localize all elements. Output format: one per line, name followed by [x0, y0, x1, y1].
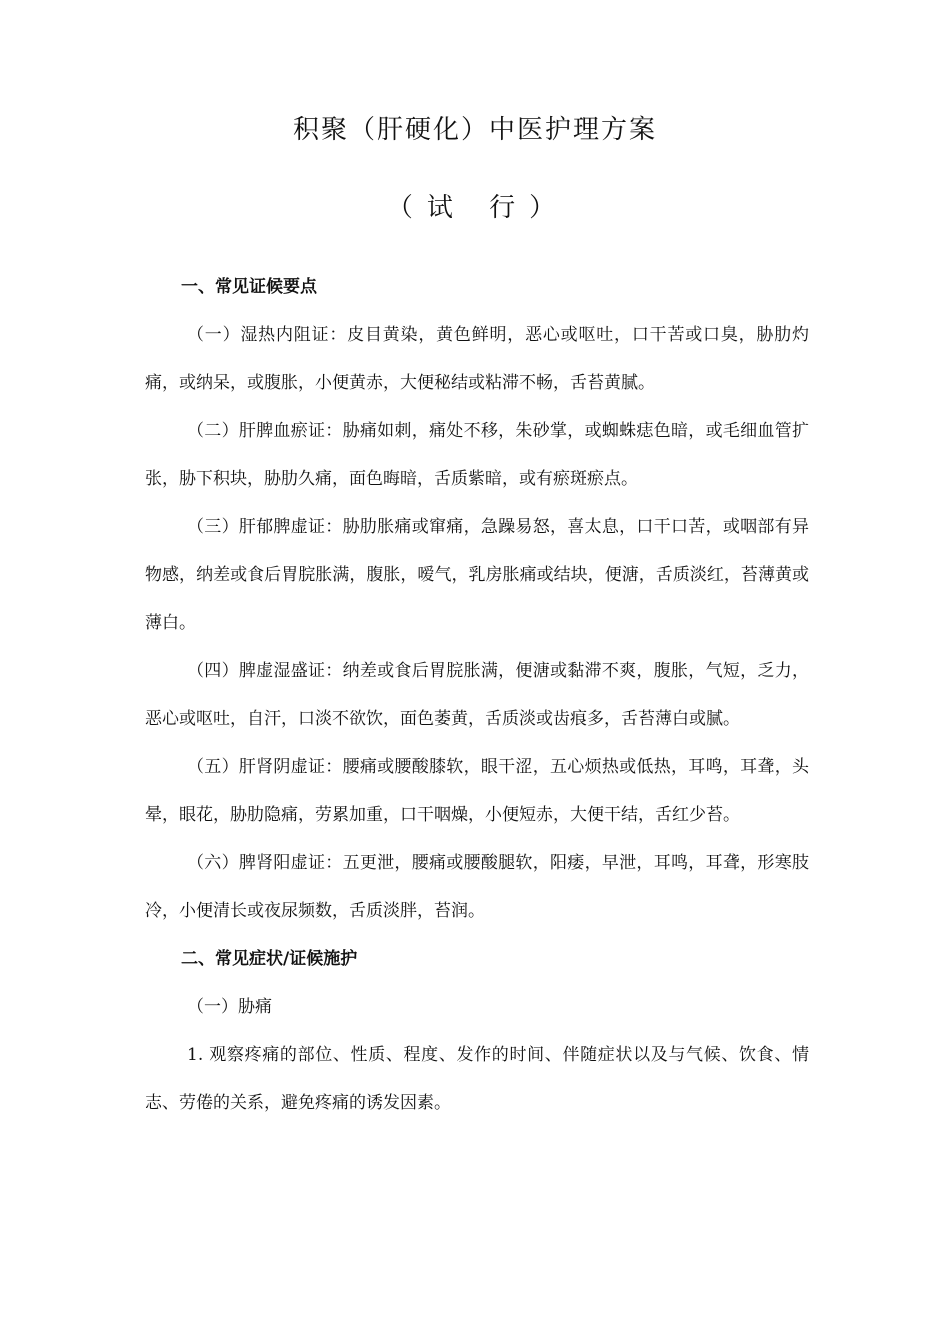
section-heading-nursing: 二、常见症状/证候施护	[181, 949, 358, 969]
syndrome-paragraph: （五）肝肾阴虚证：腰痛或腰酸膝软，眼干涩，五心烦热或低热，耳鸣，耳聋，头晕，眼花，胁肋隐痛，劳累加重，口干咽燥，小便短赤，大便干结，舌红少苔。	[145, 757, 809, 825]
subsection-heading-hypochondriac-pain: （一）胁痛	[187, 997, 272, 1017]
syndrome-paragraph: （二）肝脾血瘀证：胁痛如刺，痛处不移，朱砂掌，或蜘蛛痣色暗，或毛细血管扩张，胁下积块，胁肋久痛，面色晦暗，舌质紫暗，或有瘀斑瘀点。	[145, 421, 809, 489]
document-subtitle: （试 行）	[386, 193, 570, 223]
document-title: 积聚（肝硬化）中医护理方案	[292, 115, 657, 145]
nursing-paragraph: 1. 观察疼痛的部位、性质、程度、发作的时间、伴随症状以及与气候、饮食、情志、劳倦的关系，避免疼痛的诱发因素。	[145, 1045, 809, 1113]
syndrome-paragraph: （四）脾虚湿盛证：纳差或食后胃脘胀满，便溏或黏滞不爽，腹胀，气短，乏力，恶心或呕吐，自汗，口淡不欲饮，面色萎黄，舌质淡或齿痕多，舌苔薄白或腻。	[145, 661, 809, 729]
section-heading-syndromes: 一、常见证候要点	[181, 277, 317, 297]
syndrome-paragraph: （六）脾肾阳虚证：五更泄，腰痛或腰酸腿软，阳痿，早泄，耳鸣，耳聋，形寒肢冷，小便清长或夜尿频数，舌质淡胖，苔润。	[145, 853, 809, 921]
document-body	[145, 263, 809, 1127]
syndrome-paragraph: （三）肝郁脾虚证：胁肋胀痛或窜痛，急躁易怒，喜太息，口干口苦，或咽部有异物感，纳差或食后胃脘胀满，腹胀，嗳气，乳房胀痛或结块，便溏，舌质淡红，苔薄黄或薄白。	[145, 517, 809, 633]
syndrome-paragraph: （一）湿热内阻证：皮目黄染，黄色鲜明，恶心或呕吐，口干苦或口臭，胁肋灼痛，或纳呆，或腹胀，小便黄赤，大便秘结或粘滞不畅，舌苔黄腻。	[145, 325, 809, 393]
